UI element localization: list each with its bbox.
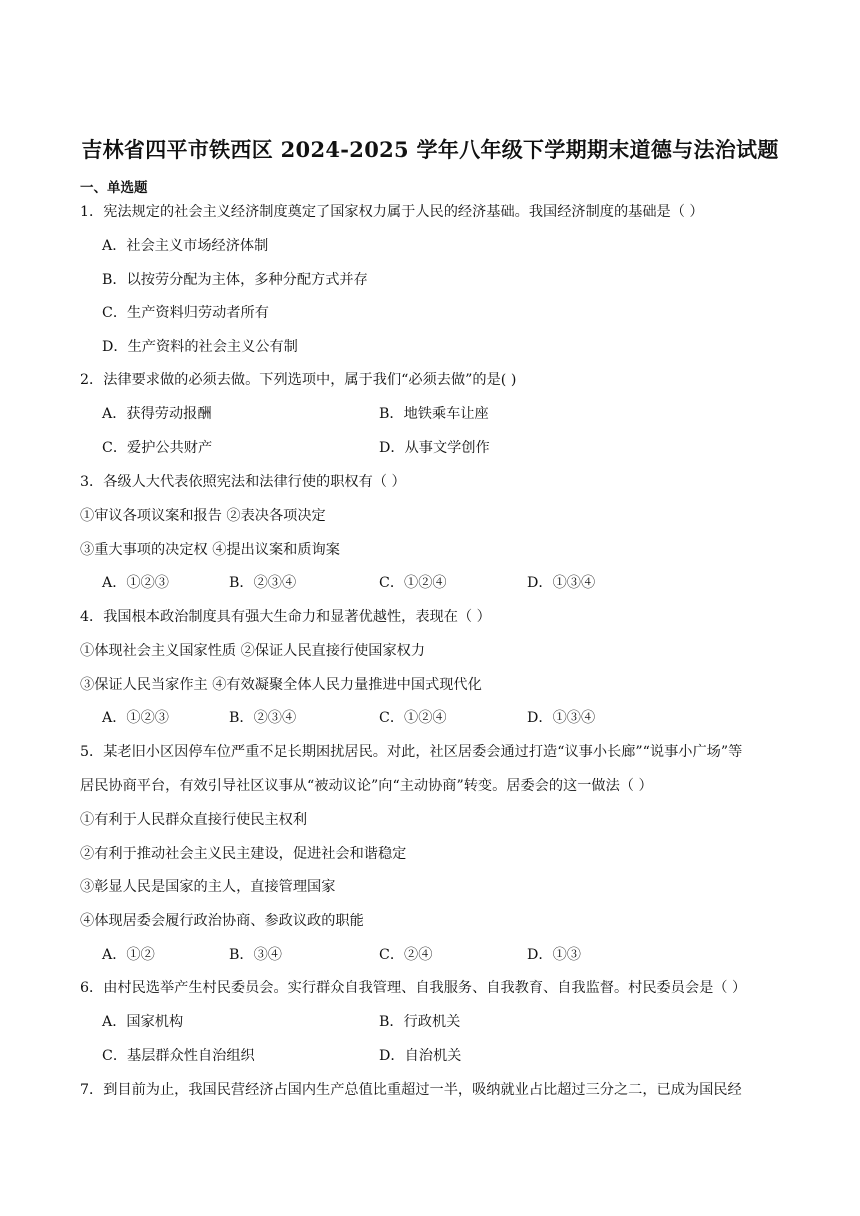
q4-statement-line-2: ③保证人民当家作主 ④有效凝聚全体人民力量推进中国式现代化 — [80, 677, 482, 693]
q5-statement-line-2: ②有利于推动社会主义民主建设，促进社会和谐稳定 — [80, 846, 407, 862]
q3-option-a: A．①②③ — [102, 575, 169, 591]
q4-option-c: C．①②④ — [379, 710, 447, 726]
question-4-stem: 4．我国根本政治制度具有强大生命力和显著优越性，表现在（ ） — [80, 609, 491, 625]
q5-option-b: B．③④ — [229, 947, 282, 963]
q2-option-a: A．获得劳动报酬 — [102, 406, 212, 422]
q5-statement-line-1: ①有利于人民群众直接行使民主权利 — [80, 812, 308, 828]
q1-option-b: B．以按劳分配为主体，多种分配方式并存 — [102, 272, 368, 288]
q2-option-b: B．地铁乘车让座 — [379, 406, 489, 422]
q3-option-c: C．①②④ — [379, 575, 447, 591]
q3-statement-line-2: ③重大事项的决定权 ④提出议案和质询案 — [80, 542, 340, 558]
q3-statement-line-1: ①审议各项议案和报告 ②表决各项决定 — [80, 508, 326, 524]
q6-option-a: A．国家机构 — [102, 1014, 184, 1030]
q6-option-c: C．基层群众性自治组织 — [102, 1048, 255, 1064]
q3-option-b: B．②③④ — [229, 575, 297, 591]
question-1-stem: 1．宪法规定的社会主义经济制度奠定了国家权力属于人民的经济基础。我国经济制度的基础是（ ） — [80, 204, 704, 220]
q4-option-b: B．②③④ — [229, 710, 297, 726]
question-3-stem: 3．各级人大代表依照宪法和法律行使的职权有（ ） — [80, 474, 406, 490]
q5-statement-line-4: ④体现居委会履行政治协商、参政议政的职能 — [80, 913, 364, 929]
exam-title: 吉林省四平市铁西区 2024-2025 学年八年级下学期期末道德与法治试题 — [81, 137, 779, 162]
question-6-stem: 6．由村民选举产生村民委员会。实行群众自我管理、自我服务、自我教育、自我监督。村民委员会是（ ） — [80, 980, 747, 996]
question-5-stem-line-2: 居民协商平台，有效引导社区议事从“被动议论”向“主动协商”转变。居委会的这一做法（ ） — [80, 778, 653, 794]
q1-option-a: A．社会主义市场经济体制 — [102, 238, 269, 254]
q3-option-d: D．①③④ — [527, 575, 596, 591]
q4-option-d: D．①③④ — [527, 710, 596, 726]
q4-statement-line-1: ①体现社会主义国家性质 ②保证人民直接行使国家权力 — [80, 643, 426, 659]
q4-option-a: A．①②③ — [102, 710, 169, 726]
q5-option-c: C．②④ — [379, 947, 433, 963]
q2-option-d: D．从事文学创作 — [379, 440, 490, 456]
q5-option-a: A．①② — [102, 947, 155, 963]
question-7-stem: 7．到目前为止，我国民营经济占国内生产总值比重超过一半，吸纳就业占比超过三分之二，已成为国民经 — [80, 1082, 742, 1098]
q1-option-c: C．生产资料归劳动者所有 — [102, 305, 269, 321]
q1-option-d: D．生产资料的社会主义公有制 — [102, 339, 298, 355]
question-2-stem: 2．法律要求做的必须去做。下列选项中，属于我们“必须去做”的是( ) — [80, 372, 517, 388]
question-5-stem-line-1: 5．某老旧小区因停车位严重不足长期困扰居民。对此，社区居委会通过打造“议事小长廊”“说事小广场”等 — [80, 744, 743, 760]
q6-option-b: B．行政机关 — [379, 1014, 461, 1030]
q5-option-d: D．①③ — [527, 947, 581, 963]
section-heading: 一、单选题 — [80, 180, 148, 196]
q5-statement-line-3: ③彰显人民是国家的主人，直接管理国家 — [80, 879, 336, 895]
q6-option-d: D．自治机关 — [379, 1048, 462, 1064]
q2-option-c: C．爱护公共财产 — [102, 440, 213, 456]
